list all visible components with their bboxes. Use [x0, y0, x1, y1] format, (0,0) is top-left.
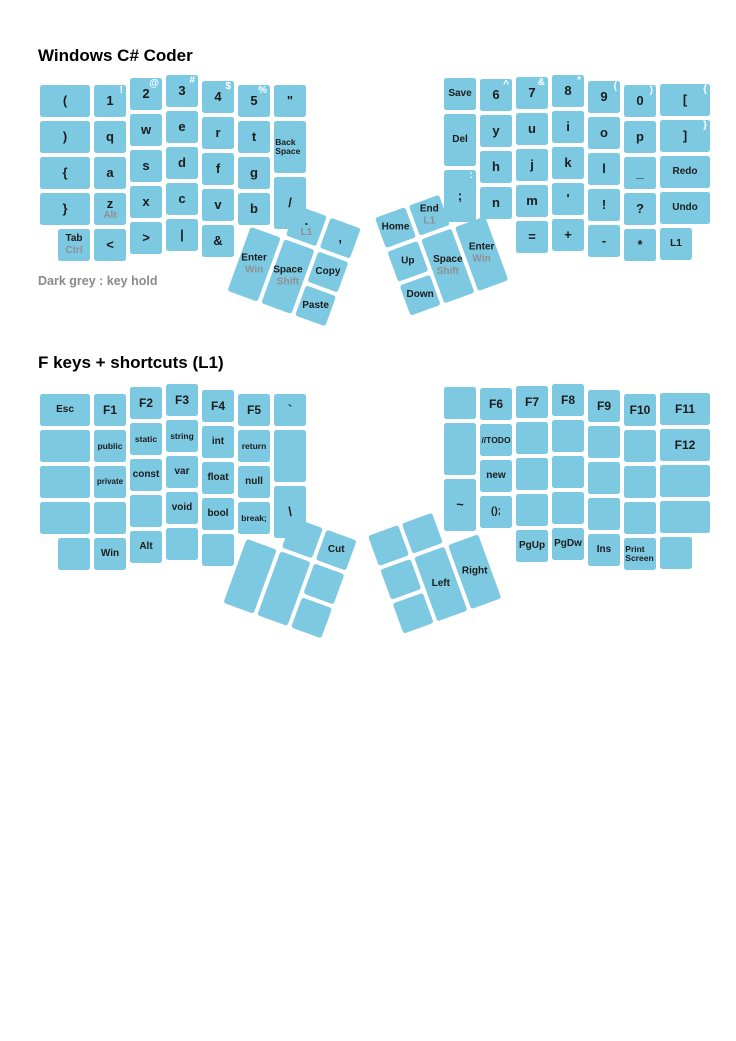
key[interactable]	[202, 117, 234, 149]
key-label: Enter	[468, 241, 495, 253]
key-label: s	[142, 158, 150, 174]
key[interactable]	[274, 394, 306, 426]
shift-label: #	[189, 75, 195, 86]
key-label: >	[142, 230, 150, 246]
key-label: F4	[210, 398, 225, 413]
key[interactable]	[624, 229, 656, 261]
key-label: return	[241, 440, 267, 451]
key-label: ]	[682, 128, 688, 144]
key[interactable]	[40, 121, 90, 153]
key-blank[interactable]	[130, 495, 162, 527]
key-label: }	[62, 201, 68, 217]
key-label: ();	[491, 505, 501, 517]
key[interactable]	[480, 79, 512, 111]
key-label: e	[178, 119, 186, 135]
key[interactable]	[166, 183, 198, 215]
key-label: w	[140, 122, 152, 138]
key[interactable]	[94, 229, 126, 261]
shift-label: *	[577, 75, 581, 86]
key-label: z	[106, 195, 114, 211]
key-label: L1	[670, 237, 682, 249]
key-hold-label: Shift	[436, 265, 459, 277]
key-label: F3	[174, 392, 189, 407]
key-label: Redo	[672, 165, 698, 177]
key[interactable]	[238, 85, 270, 117]
key-label: i	[566, 119, 570, 135]
key[interactable]	[166, 456, 198, 488]
key-label: var	[174, 465, 190, 477]
key[interactable]	[166, 111, 198, 143]
key[interactable]	[480, 496, 512, 528]
key-blank[interactable]	[40, 430, 90, 462]
key[interactable]	[516, 221, 548, 253]
key[interactable]	[516, 386, 548, 418]
key[interactable]	[660, 228, 692, 260]
key[interactable]	[40, 157, 90, 189]
key[interactable]	[295, 285, 336, 326]
shift-label: &	[537, 77, 545, 88]
key[interactable]	[202, 153, 234, 185]
key-label: public	[97, 440, 123, 451]
key-label: d	[178, 155, 186, 171]
layer1-title: Windows C# Coder	[38, 46, 193, 65]
key-label: *	[637, 237, 643, 253]
key-label: \	[288, 504, 292, 520]
key-label: ,	[338, 230, 343, 246]
key-label: Alt	[139, 540, 153, 552]
key-label: F11	[674, 401, 695, 416]
key[interactable]	[375, 207, 416, 248]
key-hold-label: Ctrl	[65, 244, 83, 256]
key-label: Undo	[672, 201, 698, 213]
key[interactable]	[480, 187, 512, 219]
key-label: F7	[524, 394, 539, 409]
key[interactable]	[552, 528, 584, 560]
key-label: 0	[636, 93, 644, 109]
key[interactable]	[444, 114, 476, 166]
key[interactable]	[480, 388, 512, 420]
shift-label: :	[469, 170, 473, 181]
key[interactable]	[624, 85, 656, 117]
key-label: F10	[629, 402, 651, 417]
key-label: F9	[596, 398, 611, 413]
key[interactable]	[166, 492, 198, 524]
key[interactable]	[387, 241, 428, 282]
key[interactable]	[202, 426, 234, 458]
key-label: Right	[461, 565, 488, 577]
key-label: _	[636, 165, 644, 181]
key[interactable]	[58, 229, 90, 261]
key-label: null	[245, 475, 263, 487]
key-label: Up	[401, 255, 415, 267]
key[interactable]	[202, 81, 234, 113]
key-label: 9	[600, 89, 608, 105]
key-label: 2	[142, 86, 150, 102]
key-blank[interactable]	[368, 525, 409, 566]
key-label: !	[601, 197, 607, 213]
key-blank[interactable]	[282, 517, 323, 558]
key-label: static	[134, 433, 158, 444]
key-label: //TODO	[481, 434, 511, 445]
shift-label: %	[258, 85, 267, 96]
key-label: `	[287, 402, 293, 418]
key[interactable]	[94, 193, 126, 225]
shift-label: }	[703, 120, 707, 131]
key-label: new	[486, 469, 506, 481]
key[interactable]	[238, 121, 270, 153]
key[interactable]	[516, 113, 548, 145]
key-label: 4	[214, 89, 222, 105]
key[interactable]	[130, 387, 162, 419]
key[interactable]	[94, 394, 126, 426]
key-label: [	[682, 92, 688, 108]
key-label: a	[106, 165, 114, 181]
key-label: 8	[564, 83, 572, 99]
key-blank[interactable]	[166, 528, 198, 560]
key-hold-label: L1	[423, 215, 436, 227]
key[interactable]	[130, 150, 162, 182]
key[interactable]	[660, 192, 710, 224]
key-hold-label: L1	[300, 227, 313, 239]
shift-label: @	[149, 78, 159, 89]
key[interactable]	[130, 78, 162, 110]
key-blank[interactable]	[660, 465, 710, 497]
key-label: bool	[207, 507, 229, 519]
key-label: F5	[246, 402, 261, 417]
key[interactable]	[238, 466, 270, 498]
key-label: Left	[431, 577, 450, 589]
key-label: &	[213, 233, 223, 249]
key[interactable]	[552, 75, 584, 107]
key[interactable]	[480, 424, 512, 456]
key[interactable]	[202, 189, 234, 221]
key-label: '	[566, 191, 570, 207]
key-label: {	[62, 165, 68, 181]
key-blank[interactable]	[516, 494, 548, 526]
key-label: u	[528, 121, 536, 137]
key-label: float	[207, 471, 229, 483]
key-label: 1	[106, 93, 114, 109]
key-label: p	[636, 129, 644, 145]
key-label: )	[62, 129, 68, 145]
key[interactable]	[316, 530, 357, 571]
key[interactable]	[588, 81, 620, 113]
key[interactable]	[552, 384, 584, 416]
key[interactable]	[624, 394, 656, 426]
key[interactable]	[94, 85, 126, 117]
key[interactable]	[588, 534, 620, 566]
key[interactable]	[624, 193, 656, 225]
key-blank[interactable]	[380, 559, 421, 600]
key[interactable]	[202, 498, 234, 530]
shift-label: (	[613, 81, 617, 92]
key-label: n	[492, 195, 500, 211]
key-label: =	[528, 229, 536, 245]
key[interactable]	[480, 115, 512, 147]
key-label: (	[62, 93, 68, 109]
key-label: +	[564, 227, 572, 243]
key[interactable]	[130, 423, 162, 455]
key-label: Paste	[302, 299, 329, 311]
key[interactable]	[552, 219, 584, 251]
key-hold-label: Win	[472, 253, 491, 265]
key-label: .	[304, 212, 309, 228]
key-label: void	[171, 501, 193, 513]
key-blank[interactable]	[660, 537, 692, 569]
key-label: k	[564, 155, 572, 171]
key-blank[interactable]	[588, 426, 620, 458]
key-label: Back Space	[275, 136, 301, 156]
key-label: Esc	[56, 403, 74, 415]
key[interactable]	[624, 538, 656, 570]
key-label: const	[132, 468, 160, 480]
key-label: y	[492, 123, 500, 139]
key-label: ;	[457, 188, 463, 204]
key[interactable]	[202, 462, 234, 494]
key-label: |	[180, 227, 184, 243]
key-label: Space	[433, 254, 463, 266]
key[interactable]	[588, 117, 620, 149]
key-label: PgDw	[554, 537, 582, 549]
key-label: Down	[406, 288, 434, 300]
key-blank[interactable]	[624, 466, 656, 498]
key-label: F12	[674, 437, 696, 452]
key-blank[interactable]	[58, 538, 90, 570]
key-label: Home	[381, 221, 410, 233]
key[interactable]	[516, 530, 548, 562]
key-blank[interactable]	[516, 422, 548, 454]
key-blank[interactable]	[291, 597, 332, 638]
key[interactable]	[624, 121, 656, 153]
key[interactable]	[516, 185, 548, 217]
key[interactable]	[130, 459, 162, 491]
key-blank[interactable]	[588, 498, 620, 530]
key-label: F8	[560, 392, 575, 407]
key-hold-label: Shift	[276, 276, 300, 288]
key[interactable]	[166, 219, 198, 251]
key[interactable]	[552, 183, 584, 215]
key-label: m	[526, 193, 538, 209]
key-label: string	[170, 430, 194, 441]
key-hold-label: Win	[244, 264, 264, 276]
key[interactable]	[130, 222, 162, 254]
key-label: break;	[241, 512, 267, 523]
key[interactable]	[130, 114, 162, 146]
key-label: 6	[492, 87, 500, 103]
key-label: Del	[452, 133, 468, 145]
key-blank[interactable]	[393, 593, 434, 634]
key[interactable]	[94, 121, 126, 153]
key-blank[interactable]	[624, 502, 656, 534]
key[interactable]	[588, 153, 620, 185]
key-label: h	[492, 159, 500, 175]
key[interactable]	[166, 75, 198, 107]
key-blank[interactable]	[552, 492, 584, 524]
key[interactable]	[588, 189, 620, 221]
key-label: End	[419, 203, 439, 215]
shift-label: )	[649, 85, 653, 96]
key-blank[interactable]	[40, 466, 90, 498]
key[interactable]	[94, 538, 126, 570]
key-blank[interactable]	[402, 513, 443, 554]
key[interactable]	[238, 157, 270, 189]
key[interactable]	[409, 195, 450, 236]
key[interactable]	[166, 147, 198, 179]
key-blank[interactable]	[552, 420, 584, 452]
key[interactable]	[660, 156, 710, 188]
key-label: o	[600, 125, 608, 141]
key-label: F6	[488, 396, 503, 411]
key-blank[interactable]	[444, 423, 476, 475]
key[interactable]	[480, 460, 512, 492]
key[interactable]	[274, 85, 306, 117]
key-blank[interactable]	[274, 430, 306, 482]
key-label: Tab	[65, 233, 83, 245]
key-label: Copy	[315, 265, 341, 277]
key-label: Enter	[241, 252, 267, 264]
key-label: l	[602, 161, 606, 177]
key-label: t	[251, 129, 257, 145]
key-label: 7	[528, 85, 536, 101]
key-label: f	[215, 161, 221, 177]
key[interactable]	[624, 157, 656, 189]
key[interactable]	[274, 121, 306, 173]
key[interactable]	[40, 85, 90, 117]
key[interactable]	[166, 420, 198, 452]
key-label: Cut	[327, 543, 345, 555]
key[interactable]	[94, 466, 126, 498]
shift-label: ^	[503, 79, 509, 90]
key-label: 3	[178, 83, 186, 99]
key[interactable]	[40, 193, 90, 225]
key-label: b	[250, 201, 258, 217]
key[interactable]	[94, 430, 126, 462]
key-blank[interactable]	[660, 501, 710, 533]
key-label: /	[288, 195, 292, 211]
legend-note: Dark grey : key hold	[38, 274, 158, 288]
key-label: j	[530, 157, 534, 173]
key-label: c	[178, 191, 186, 207]
key-label: Print Screen	[625, 543, 654, 563]
key[interactable]	[166, 384, 198, 416]
key-label: -	[601, 233, 607, 249]
layer2-title: F keys + shortcuts (L1)	[38, 353, 224, 372]
key-blank[interactable]	[94, 502, 126, 534]
key-label: ~	[456, 497, 464, 513]
key[interactable]	[552, 147, 584, 179]
key-label: F1	[102, 402, 117, 417]
shift-label: !	[119, 85, 123, 96]
key-label: g	[250, 165, 258, 181]
key[interactable]	[480, 151, 512, 183]
key[interactable]	[588, 225, 620, 257]
key-blank[interactable]	[202, 534, 234, 566]
key-blank[interactable]	[444, 387, 476, 419]
key[interactable]	[400, 275, 441, 316]
shift-label: {	[703, 84, 707, 95]
key-label: ?	[636, 201, 644, 217]
key-label: Win	[100, 547, 120, 559]
key[interactable]	[238, 430, 270, 462]
key[interactable]	[444, 78, 476, 110]
key[interactable]	[660, 84, 710, 116]
key-label: Space	[273, 264, 303, 276]
key-label: 5	[250, 93, 258, 109]
key-label: int	[211, 435, 225, 447]
shift-label: $	[225, 81, 231, 92]
key-blank[interactable]	[303, 563, 344, 604]
key[interactable]	[516, 149, 548, 181]
key[interactable]	[320, 218, 361, 259]
key-label: Save	[448, 87, 472, 99]
key[interactable]	[516, 77, 548, 109]
key-label: Ins	[596, 543, 612, 555]
key-label: <	[106, 237, 114, 253]
key[interactable]	[286, 205, 327, 246]
key[interactable]	[130, 186, 162, 218]
key-blank[interactable]	[40, 502, 90, 534]
key-label: "	[286, 93, 294, 109]
key[interactable]	[238, 394, 270, 426]
key-blank[interactable]	[588, 462, 620, 494]
key-blank[interactable]	[552, 456, 584, 488]
key-label: private	[96, 476, 124, 486]
key[interactable]	[660, 429, 710, 461]
key[interactable]	[40, 394, 90, 426]
key[interactable]	[202, 225, 234, 257]
key-label: F2	[138, 395, 153, 410]
key-label: PgUp	[518, 539, 546, 551]
key[interactable]	[660, 393, 710, 425]
key-label: x	[142, 194, 150, 210]
key[interactable]	[307, 251, 348, 292]
key-blank[interactable]	[516, 458, 548, 490]
key-label: r	[215, 125, 221, 141]
key-label: q	[106, 129, 114, 145]
key[interactable]	[552, 111, 584, 143]
key[interactable]	[202, 390, 234, 422]
key-label: v	[214, 197, 222, 213]
key[interactable]	[94, 157, 126, 189]
key-blank[interactable]	[624, 430, 656, 462]
key[interactable]	[660, 120, 710, 152]
key[interactable]	[588, 390, 620, 422]
key[interactable]	[130, 531, 162, 563]
key-hold-label: Alt	[103, 210, 117, 222]
